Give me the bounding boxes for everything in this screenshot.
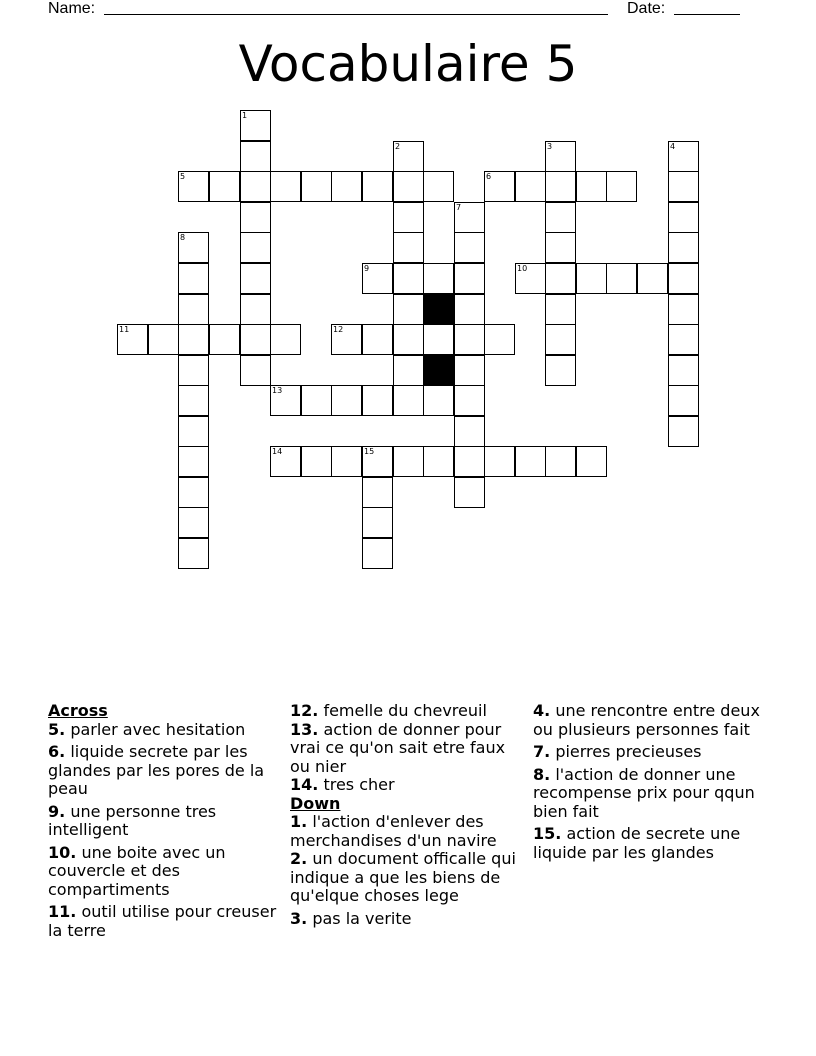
grid-cell[interactable] <box>209 324 240 355</box>
grid-cell[interactable] <box>362 507 393 538</box>
grid-cell[interactable] <box>576 263 607 294</box>
clue-number: 5 <box>180 172 186 181</box>
grid-cell[interactable] <box>240 324 271 355</box>
grid-cell[interactable] <box>393 385 424 416</box>
clue-number: 15 <box>364 447 375 456</box>
clue-number: 7 <box>456 203 462 212</box>
grid-cell[interactable] <box>545 355 576 386</box>
grid-cell[interactable] <box>362 324 393 355</box>
grid-cell[interactable] <box>240 232 271 263</box>
grid-cell[interactable] <box>668 232 699 263</box>
grid-cell[interactable] <box>331 385 362 416</box>
grid-cell[interactable] <box>178 294 209 325</box>
clue-down-4: 4. une rencontre entre deux ou plusieurs personnes fait <box>533 701 760 739</box>
grid-cell[interactable] <box>423 324 454 355</box>
grid-cell[interactable] <box>240 263 271 294</box>
clue-number: 14 <box>272 447 283 456</box>
grid-cell[interactable] <box>178 263 209 294</box>
grid-cell[interactable] <box>301 446 332 477</box>
grid-cell[interactable] <box>240 355 271 386</box>
grid-cell[interactable] <box>362 538 393 569</box>
grid-block <box>423 294 454 325</box>
grid-cell[interactable] <box>454 202 485 233</box>
clue-down-3: 3. pas la verite <box>290 908 412 928</box>
grid-cell[interactable] <box>423 446 454 477</box>
grid-cell[interactable] <box>117 324 148 355</box>
clue-number: 8 <box>180 233 186 242</box>
clue-number: 10 <box>517 264 528 273</box>
page-title: Vocabulaire 5 <box>238 35 578 93</box>
clue-down-7: 7. pierres precieuses <box>533 742 702 761</box>
grid-cell[interactable] <box>668 416 699 447</box>
grid-cell[interactable] <box>606 171 637 202</box>
grid-cell[interactable] <box>545 232 576 263</box>
grid-cell[interactable] <box>393 202 424 233</box>
grid-cell[interactable] <box>178 446 209 477</box>
grid-cell[interactable] <box>515 171 546 202</box>
down-heading: Down <box>290 793 341 813</box>
grid-cell[interactable] <box>331 324 362 355</box>
grid-cell[interactable] <box>178 171 209 202</box>
grid-cell[interactable] <box>606 263 637 294</box>
clue-across-11: 11. outil utilise pour creuser la terre <box>48 902 277 940</box>
grid-cell[interactable] <box>668 141 699 172</box>
grid-cell[interactable] <box>668 294 699 325</box>
grid-cell[interactable] <box>668 202 699 233</box>
grid-cell[interactable] <box>178 507 209 538</box>
grid-cell[interactable] <box>270 171 301 202</box>
grid-cell[interactable] <box>545 171 576 202</box>
grid-cell[interactable] <box>240 171 271 202</box>
clue-down-1: 1. l'action d'enlever des merchandises d'un navire <box>290 812 497 850</box>
grid-cell[interactable] <box>393 324 424 355</box>
grid-cell[interactable] <box>545 294 576 325</box>
grid-cell[interactable] <box>545 202 576 233</box>
grid-cell[interactable] <box>178 355 209 386</box>
grid-block <box>423 355 454 386</box>
clues-column-2 <box>290 702 526 932</box>
clue-across-5: 5. parler avec hesitation <box>48 719 246 739</box>
grid-cell[interactable] <box>454 477 485 508</box>
grid-cell[interactable] <box>240 141 271 172</box>
grid-cell[interactable] <box>270 446 301 477</box>
clue-across-14: 14. tres cher <box>290 775 395 794</box>
clue-number: 12 <box>333 325 344 334</box>
grid-cell[interactable] <box>454 355 485 386</box>
grid-cell[interactable] <box>393 294 424 325</box>
grid-cell[interactable] <box>484 446 515 477</box>
grid-cell[interactable] <box>576 171 607 202</box>
grid-cell[interactable] <box>637 263 668 294</box>
grid-cell[interactable] <box>454 232 485 263</box>
clues-column-1 <box>48 702 278 944</box>
clue-across-9: 9. une personne tres intelligent <box>48 801 217 839</box>
grid-cell[interactable] <box>576 446 607 477</box>
grid-cell[interactable] <box>393 263 424 294</box>
grid-cell[interactable] <box>484 171 515 202</box>
grid-cell[interactable] <box>209 171 240 202</box>
grid-cell[interactable] <box>454 294 485 325</box>
grid-cell[interactable] <box>668 263 699 294</box>
clue-down-8: 8. l'action de donner une recompense prix pour qqun bien fait <box>533 764 755 821</box>
grid-cell[interactable] <box>178 324 209 355</box>
grid-cell[interactable] <box>668 324 699 355</box>
grid-cell[interactable] <box>178 416 209 447</box>
grid-cell[interactable] <box>668 385 699 416</box>
grid-cell[interactable] <box>301 171 332 202</box>
grid-cell[interactable] <box>362 171 393 202</box>
grid-cell[interactable] <box>423 171 454 202</box>
clue-number: 11 <box>119 325 130 334</box>
grid-cell[interactable] <box>178 477 209 508</box>
grid-cell[interactable] <box>668 171 699 202</box>
clue-down-15: 15. action de secrete une liquide par les glandes <box>533 824 741 862</box>
grid-cell[interactable] <box>178 232 209 263</box>
clue-number: 3 <box>547 142 553 151</box>
clue-across-6: 6. liquide secrete par les glandes par les pores de la peau <box>48 742 265 798</box>
across-heading: Across <box>48 701 108 720</box>
grid-cell[interactable] <box>362 385 393 416</box>
clue-across-13: 13. action de donner pour vrai ce qu'on sait etre faux ou nier <box>290 719 506 776</box>
clue-number: 2 <box>395 142 401 151</box>
grid-cell[interactable] <box>178 385 209 416</box>
grid-cell[interactable] <box>240 202 271 233</box>
grid-cell[interactable] <box>545 141 576 172</box>
grid-cell[interactable] <box>331 171 362 202</box>
grid-cell[interactable] <box>393 355 424 386</box>
clue-number: 4 <box>670 142 676 151</box>
clue-number: 1 <box>242 111 248 120</box>
grid-cell[interactable] <box>545 324 576 355</box>
clues-column-3 <box>533 702 769 866</box>
grid-cell[interactable] <box>484 324 515 355</box>
grid-cell[interactable] <box>362 446 393 477</box>
grid-cell[interactable] <box>270 385 301 416</box>
grid-cell[interactable] <box>423 263 454 294</box>
grid-cell[interactable] <box>454 446 485 477</box>
grid-cell[interactable] <box>393 171 424 202</box>
clue-down-2: 2. un document officalle qui indique a que les biens de qu'elque choses lege <box>290 849 516 905</box>
grid-cell[interactable] <box>454 416 485 447</box>
clue-number: 6 <box>486 172 492 181</box>
grid-cell[interactable] <box>240 110 271 141</box>
clue-across-10: 10. une boite avec un couvercle et des compartiments <box>48 842 226 899</box>
grid-cell[interactable] <box>423 385 454 416</box>
clue-number: 13 <box>272 386 283 395</box>
grid-cell[interactable] <box>668 355 699 386</box>
grid-cell[interactable] <box>270 324 301 355</box>
clue-across-12: 12. femelle du chevreuil <box>290 701 487 720</box>
grid-cell[interactable] <box>393 446 424 477</box>
grid-cell[interactable] <box>393 141 424 172</box>
grid-cell[interactable] <box>393 232 424 263</box>
grid-cell[interactable] <box>545 446 576 477</box>
date-label: Date: <box>627 0 666 17</box>
grid-cell[interactable] <box>178 538 209 569</box>
grid-cell[interactable] <box>240 294 271 325</box>
clue-number: 9 <box>364 264 370 273</box>
grid-cell[interactable] <box>362 477 393 508</box>
grid-cell[interactable] <box>301 385 332 416</box>
grid-cell[interactable] <box>454 385 485 416</box>
grid-cell[interactable] <box>515 446 546 477</box>
grid-cell[interactable] <box>362 263 393 294</box>
grid-cell[interactable] <box>148 324 179 355</box>
grid-cell[interactable] <box>454 263 485 294</box>
name-label: Name: <box>48 0 96 17</box>
grid-cell[interactable] <box>515 263 546 294</box>
grid-cell[interactable] <box>331 446 362 477</box>
grid-cell[interactable] <box>545 263 576 294</box>
grid-cell[interactable] <box>454 324 485 355</box>
